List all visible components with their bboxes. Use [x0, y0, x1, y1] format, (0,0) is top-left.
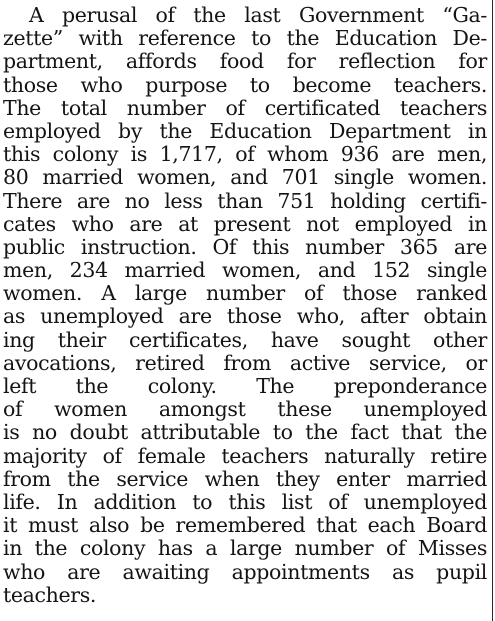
article-line: ing their certificates, have sought other — [3, 327, 487, 352]
article-line: men, 234 married women, and 152 single — [3, 258, 487, 283]
article-line: There are no less than 751 holding certifi- — [3, 188, 487, 213]
article-line: public instruction. Of this number 365 are — [3, 234, 487, 259]
article-line: A perusal of the last Government “Ga- — [29, 3, 487, 27]
article-line: from the service when they enter married — [3, 466, 487, 491]
article-line: it must also be remembered that each Board — [3, 513, 487, 538]
article-line: of women amongst these unemployed — [3, 397, 487, 422]
article-line: as unemployed are those who, after obtain — [3, 304, 487, 329]
article-line: employed by the Education Department in — [3, 118, 487, 143]
article-line: teachers. — [3, 582, 97, 607]
article-line: this colony is 1,717, of whom 936 are men, — [3, 142, 487, 167]
article-line: life. In addition to this list of unemployed — [3, 489, 487, 514]
article-line: left the colony. The preponderance — [3, 374, 487, 398]
article-line: 80 married women, and 701 single women. — [3, 165, 487, 190]
article-text — [3, 4, 487, 607]
article-line: who are awaiting appointments as pupil — [3, 559, 487, 584]
article-line: zette” with reference to the Education De- — [3, 26, 487, 51]
article-line: majority of female teachers naturally retire — [3, 443, 487, 468]
article-line: avocations, retired from active service, or — [3, 350, 487, 375]
article-line: The total number of certificated teachers — [3, 95, 487, 120]
article-line: is no doubt attributable to the fact that the — [3, 420, 487, 445]
article-line: women. A large number of those ranked — [3, 281, 487, 306]
article-line: partment, affords food for reflection for — [3, 49, 487, 74]
article-line: in the colony has a large number of Misses — [3, 536, 487, 561]
article-line: cates who are at present not employed in — [3, 211, 487, 236]
column-rule — [492, 0, 493, 621]
article-line: those who purpose to become teachers. — [3, 72, 487, 97]
